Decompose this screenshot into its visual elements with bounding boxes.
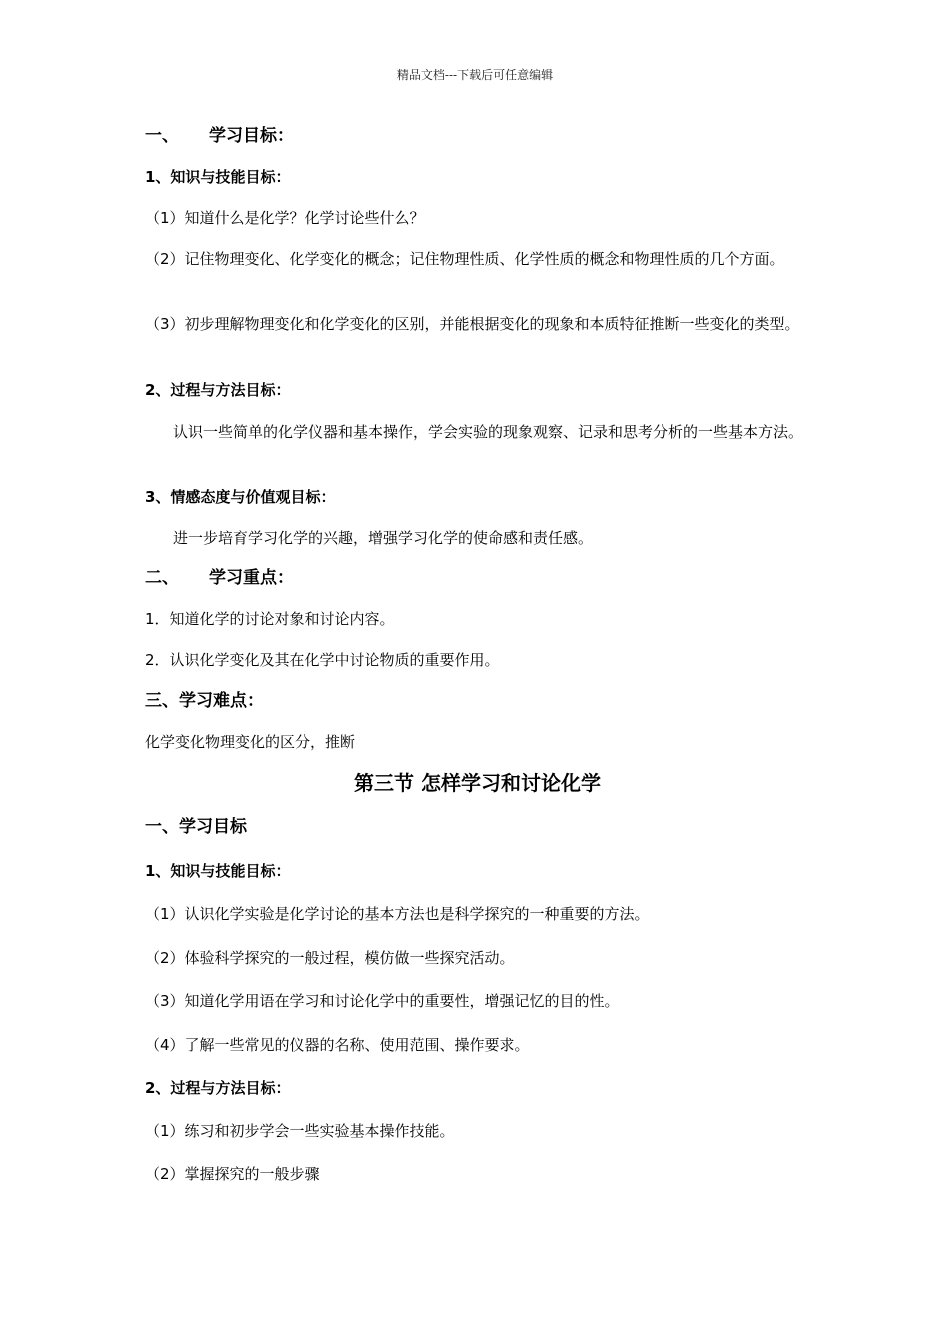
paragraph: 认识一些简单的化学仪器和基本操作，学会实验的现象观察、记录和思考分析的一些基本方法。	[173, 423, 804, 441]
paragraph: 进一步培育学习化学的兴趣，增强学习化学的使命感和责任感。	[173, 529, 594, 547]
paragraph: 化学变化物理变化的区分，推断	[145, 733, 356, 751]
list-item: （1）知道什么是化学？化学讨论些什么？	[145, 209, 425, 227]
heading-number: 二、	[145, 568, 179, 588]
subheading-knowledge: 1、知识与技能目标：	[145, 862, 291, 880]
heading-text: 学习目标：	[209, 126, 294, 146]
page-header: 精品文档---下载后可任意编辑	[396, 68, 554, 82]
subheading-attitude: 3、情感态度与价值观目标：	[145, 488, 336, 506]
list-item: （2）掌握探究的一般步骤	[145, 1165, 320, 1183]
list-item: （1）认识化学实验是化学讨论的基本方法也是科学探究的一种重要的方法。	[145, 905, 650, 923]
section-heading-4: 一、学习目标	[145, 817, 247, 837]
section-heading-2	[145, 566, 810, 591]
list-item: （3）初步理解物理变化和化学变化的区别，并能根据变化的现象和本质特征推断一些变化的类型。	[145, 315, 800, 333]
list-item: （1）练习和初步学会一些实验基本操作技能。	[145, 1122, 455, 1140]
subheading-knowledge: 1、知识与技能目标：	[145, 168, 291, 186]
heading-text: 学习重点：	[209, 568, 294, 588]
subheading-process: 2、过程与方法目标：	[145, 1079, 291, 1097]
list-item: 1．知道化学的讨论对象和讨论内容。	[145, 610, 395, 628]
subheading-process: 2、过程与方法目标：	[145, 381, 291, 399]
list-item: （2）体验科学探究的一般过程，模仿做一些探究活动。	[145, 949, 515, 967]
section-heading-1	[145, 124, 810, 149]
section-heading-3: 三、学习难点：	[145, 691, 264, 711]
heading-number: 一、	[145, 126, 179, 146]
section-title: 第三节 怎样学习和讨论化学	[354, 771, 601, 795]
list-item: （3）知道化学用语在学习和讨论化学中的重要性，增强记忆的目的性。	[145, 992, 620, 1010]
list-item: （2）记住物理变化、化学变化的概念；记住物理性质、化学性质的概念和物理性质的几个方面。	[145, 250, 785, 268]
list-item: 2．认识化学变化及其在化学中讨论物质的重要作用。	[145, 651, 500, 669]
list-item: （4）了解一些常见的仪器的名称、使用范围、操作要求。	[145, 1036, 530, 1054]
